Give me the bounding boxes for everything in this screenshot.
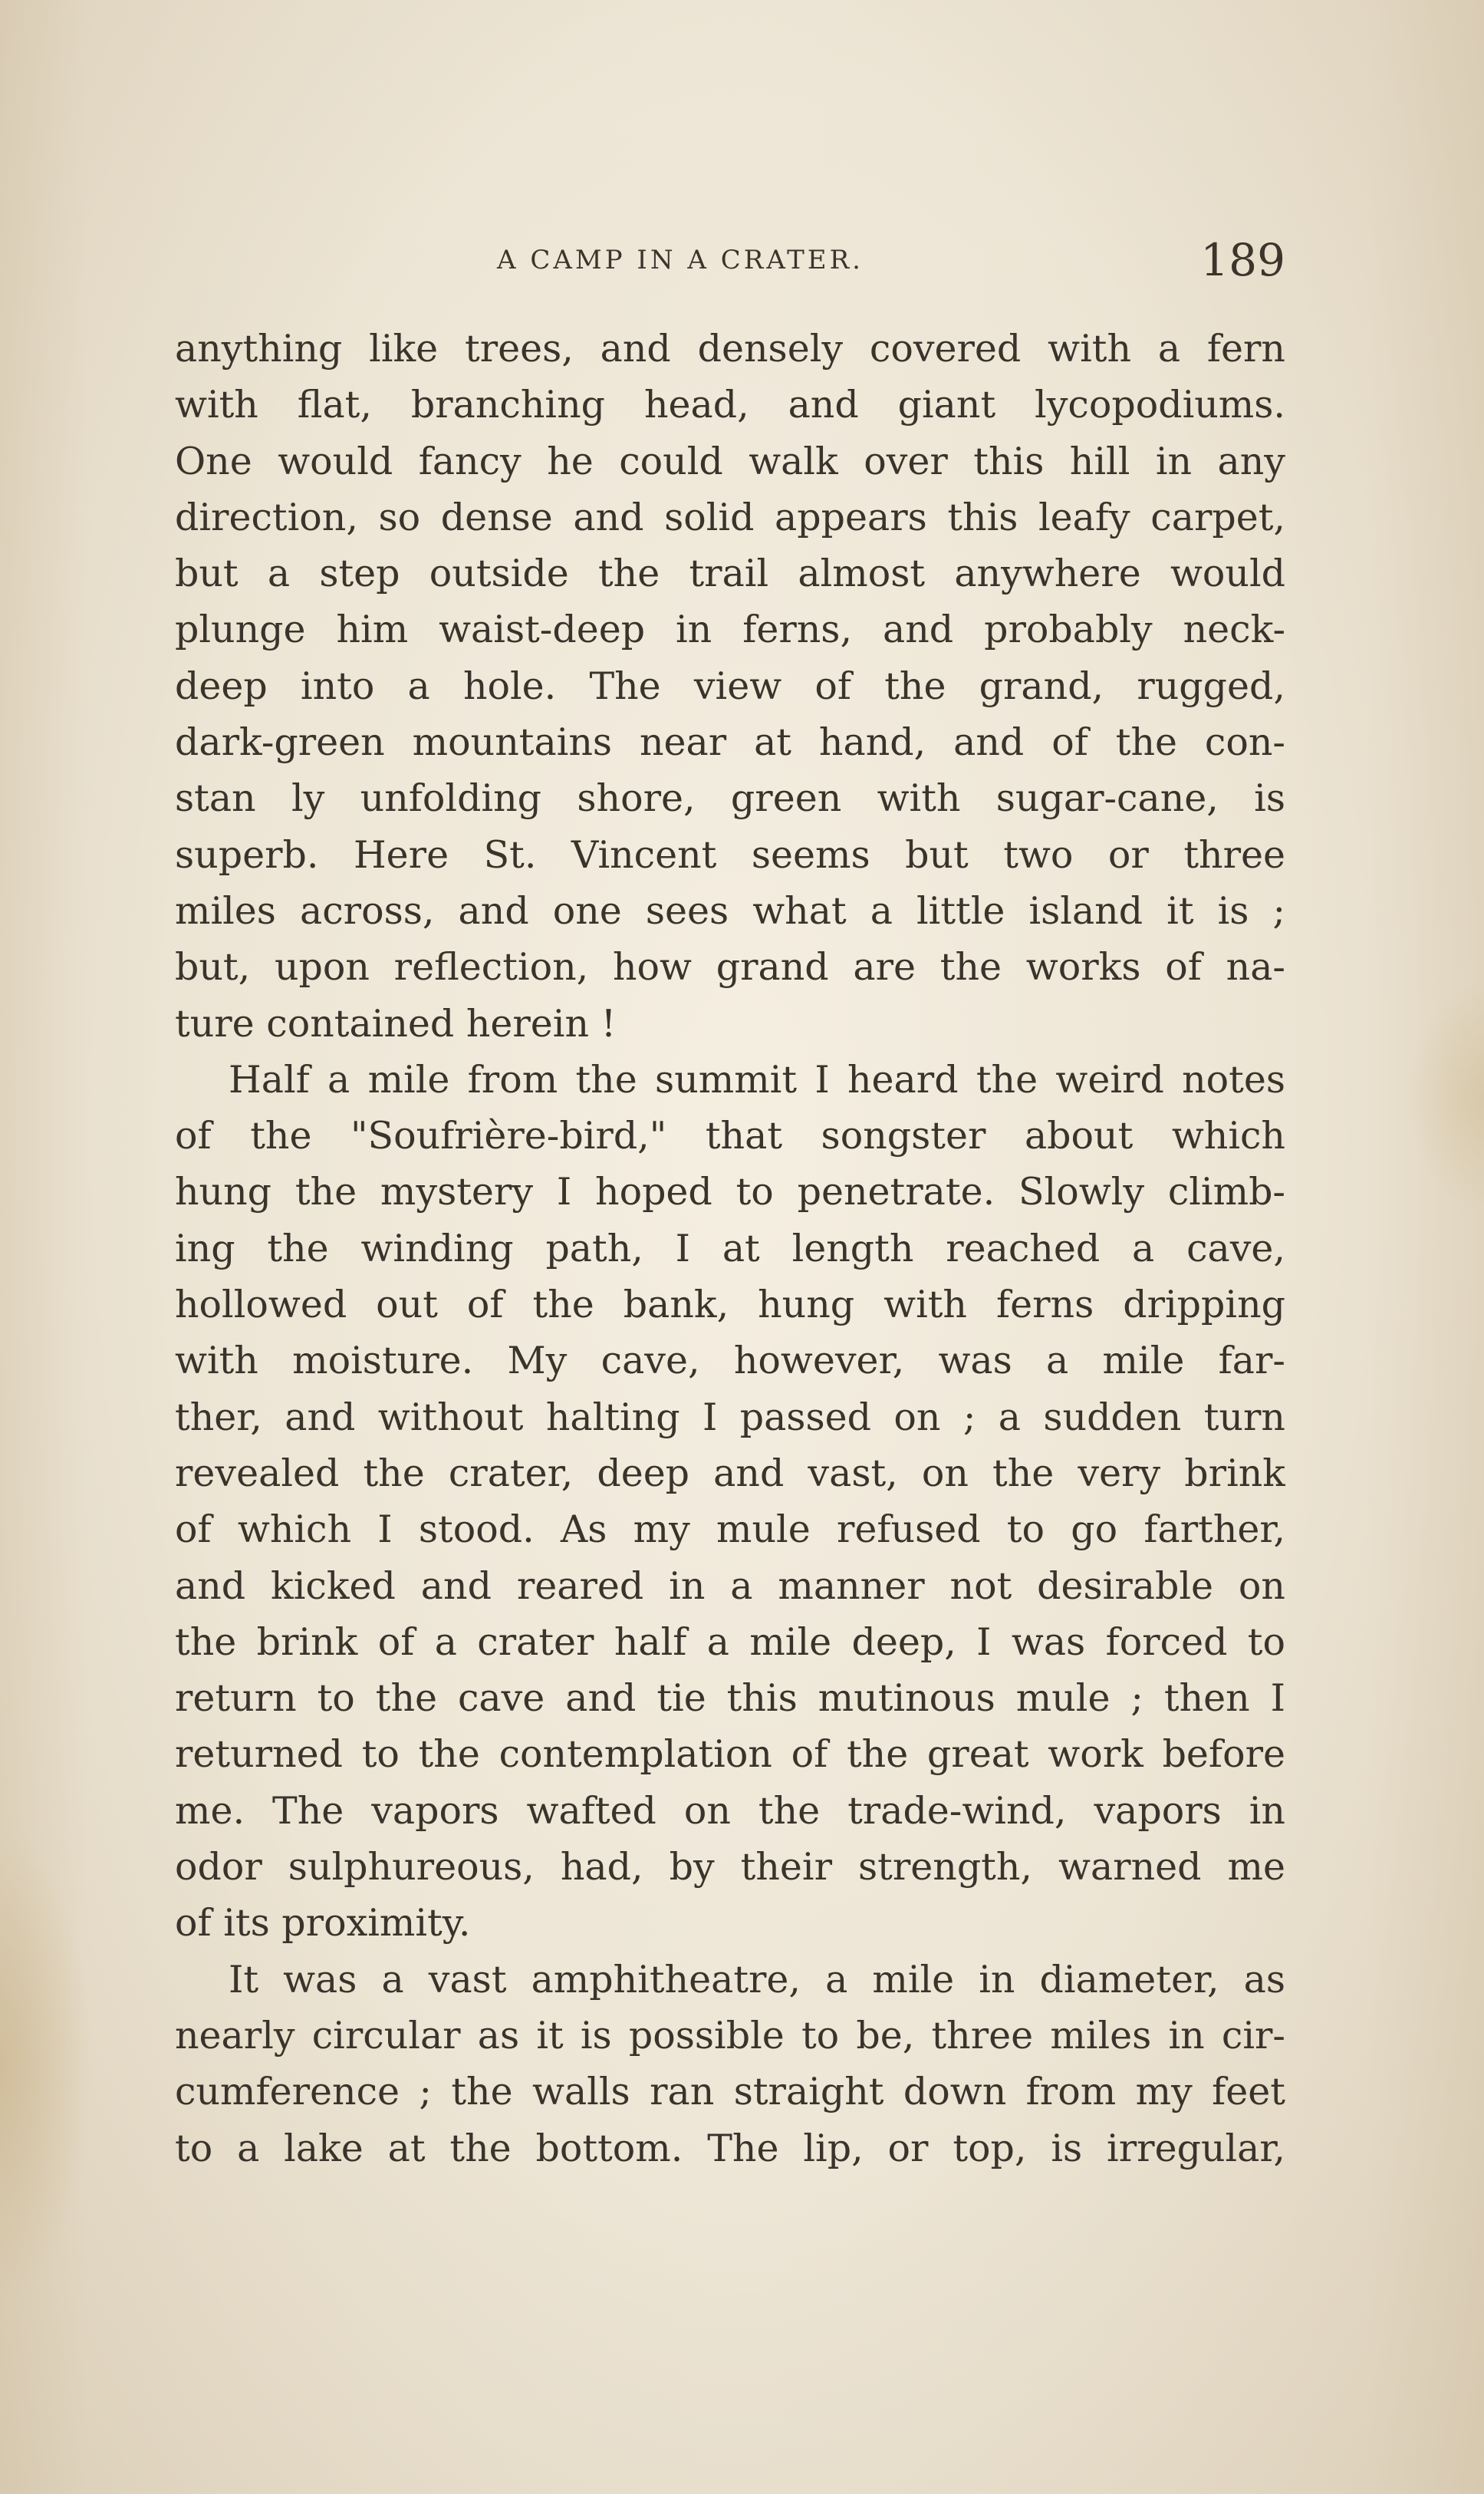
text-line: with moisture. My cave, however, was a mile far- — [175, 1339, 1285, 1383]
text-line: direction, so dense and solid appears this leafy carpet, — [175, 495, 1285, 539]
body-text — [175, 321, 1285, 2176]
paper-stain — [1407, 982, 1484, 1212]
text-line: dark-green mountains near at hand, and of the con- — [175, 720, 1285, 765]
text-line: anything like trees, and densely covered with a fern — [175, 327, 1285, 371]
text-line: hung the mystery I hoped to penetrate. Slowly climb- — [175, 1170, 1285, 1214]
text-line: plunge him waist-deep in ferns, and probably neck- — [175, 608, 1285, 652]
text-line: of which I stood. As my mule refused to go farther, — [175, 1507, 1285, 1552]
text-line: superb. Here St. Vincent seems but two or three — [175, 832, 1285, 877]
running-title: A CAMP IN A CRATER. — [497, 245, 864, 275]
text-line: me. The vapors wafted on the trade-wind, vapors in — [175, 1788, 1285, 1833]
text-line: nearly circular as it is possible to be, three miles in cir- — [175, 2013, 1285, 2057]
text-line: but a step outside the trail almost anywhere would — [175, 552, 1285, 596]
text-line: odor sulphureous, had, by their strength, warned me — [175, 1845, 1285, 1889]
text-line: to a lake at the bottom. The lip, or top, is irregular, — [175, 2126, 1285, 2170]
running-head — [175, 234, 1285, 295]
text-line: miles across, and one sees what a little island it is ; — [175, 888, 1285, 933]
paper-stain — [0, 1826, 92, 2301]
paragraph-end-line: of its proximity. — [175, 1901, 471, 1945]
page-number: 189 — [1200, 234, 1285, 286]
text-line: return to the cave and tie this mutinous mule ; then I — [175, 1676, 1285, 1721]
text-line: ing the winding path, I at length reached a cave, — [175, 1226, 1285, 1270]
text-line: returned to the contemplation of the great work before — [175, 1732, 1285, 1777]
paragraph-start-line: It was a vast amphitheatre, a mile in diameter, as — [229, 1957, 1285, 2001]
paragraph-end-line: ture contained herein ! — [175, 1001, 617, 1046]
text-line: of the "Soufrière-bird," that songster about which — [175, 1114, 1285, 1158]
text-line: cumference ; the walls ran straight down from my feet — [175, 2070, 1285, 2114]
text-line: deep into a hole. The view of the grand, rugged, — [175, 664, 1285, 708]
text-line: One would fancy he could walk over this hill in any — [175, 439, 1285, 483]
text-line: hollowed out of the bank, hung with ferns dripping — [175, 1283, 1285, 1327]
text-line: with flat, branching head, and giant lycopodiums. — [175, 383, 1285, 427]
text-line: but, upon reflection, how grand are the works of na- — [175, 945, 1285, 990]
text-line: revealed the crater, deep and vast, on the very brink — [175, 1451, 1285, 1495]
text-line: and kicked and reared in a manner not desirable on — [175, 1563, 1285, 1608]
paragraph-start-line: Half a mile from the summit I heard the weird notes — [229, 1057, 1285, 1102]
text-line: stan ly unfolding shore, green with sugar-cane, is — [175, 776, 1285, 821]
text-line: ther, and without halting I passed on ; a sudden turn — [175, 1395, 1285, 1439]
text-line: the brink of a crater half a mile deep, I was forced to — [175, 1619, 1285, 1664]
